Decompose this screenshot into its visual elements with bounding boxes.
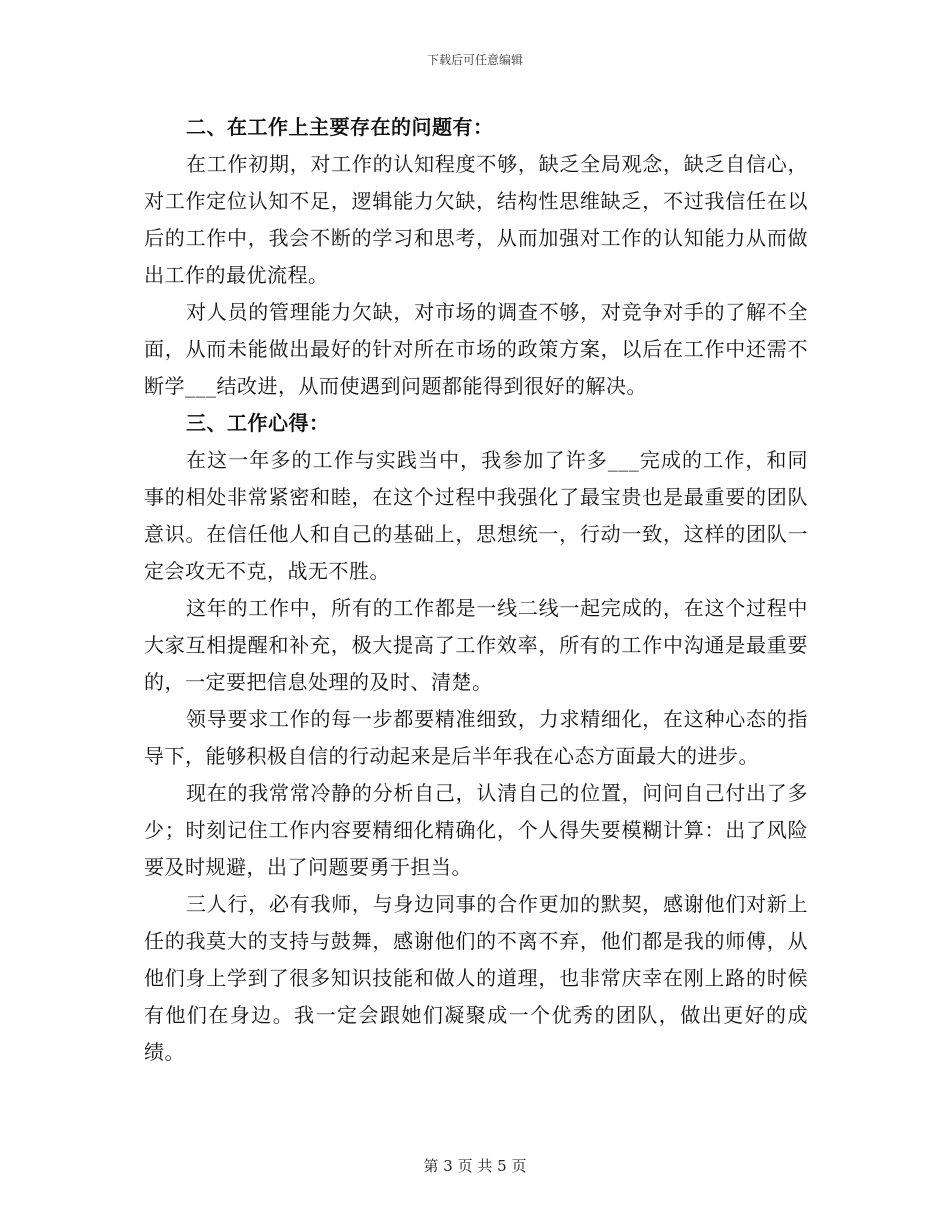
paragraph: 这年的工作中，所有的工作都是一线二线一起完成的，在这个过程中大家互相提醒和补充，极大提高了工作效率，所有的工作中沟通是最重要的，一定要把信息处理的及时、清楚。 xyxy=(144,596,808,694)
paragraph: 三人行，必有我师，与身边同事的合作更加的默契，感谢他们对新上任的我莫大的支持与鼓舞，感谢他们的不离不弃，他们都是我的师傅，从他们身上学到了很多知识技能和做人的道理，也非常庆幸在刚上路的时候有他们在身边。我一定会跟她们凝聚成一个优秀的团队，做出更好的成绩。 xyxy=(144,892,808,1064)
section-heading: 二、在工作上主要存在的问题有： xyxy=(186,115,494,139)
document-body xyxy=(144,109,808,1071)
paragraph: 对人员的管理能力欠缺，对市场的调查不够，对竞争对手的了解不全面，从而未能做出最好的针对所在市场的政策方案，以后在工作中还需不断学___结改进，从而使遇到问题都能得到很好的解决。 xyxy=(144,300,808,398)
paragraph: 在工作初期，对工作的认知程度不够，缺乏全局观念，缺乏自信心，对工作定位认知不足，逻辑能力欠缺，结构性思维缺乏，不过我信任在以后的工作中，我会不断的学习和思考，从而加强对工作的认知能力从而做出工作的最优流程。 xyxy=(144,152,808,287)
paragraph: 现在的我常常冷静的分析自己，认清自己的位置，问问自己付出了多少；时刻记住工作内容要精细化精确化，个人得失要模糊计算：出了风险要及时规避，出了问题要勇于担当。 xyxy=(144,781,808,879)
section-heading: 三、工作心得： xyxy=(186,411,330,435)
paragraph: 领导要求工作的每一步都要精准细致，力求精细化，在这种心态的指导下，能够积极自信的行动起来是后半年我在心态方面最大的进步。 xyxy=(144,707,808,768)
page-number-footer: 第 3 页 共 5 页 xyxy=(423,1157,527,1175)
page-header: 下载后可任意编辑 xyxy=(426,53,523,67)
paragraph: 在这一年多的工作与实践当中，我参加了许多___完成的工作，和同事的相处非常紧密和睦，在这个过程中我强化了最宝贵也是最重要的团队意识。在信任他人和自己的基础上，思想统一，行动一致，这样的团队一定会攻无不克，战无不胜。 xyxy=(144,448,808,583)
